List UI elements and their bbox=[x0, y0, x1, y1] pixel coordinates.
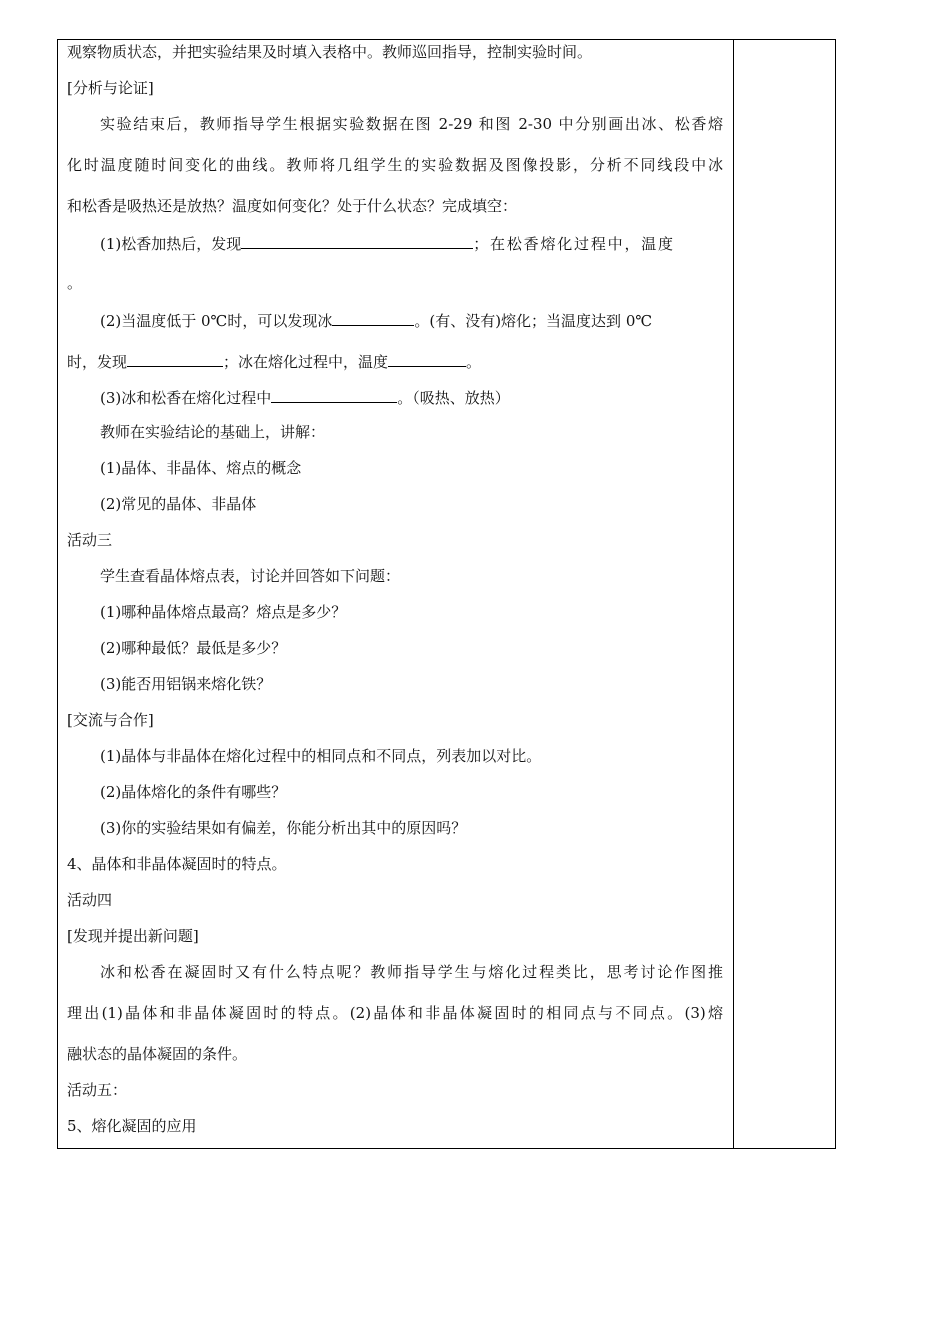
text-line: (3)你的实验结果如有偏差，你能分析出其中的原因吗？ bbox=[100, 819, 467, 837]
paragraph-line: 化时温度随时间变化的曲线。教师将几组学生的实验数据及图像投影，分析不同线段中冰 bbox=[67, 156, 723, 174]
text-line: 观察物质状态，并把实验结果及时填入表格中。教师巡回指导，控制实验时间。 bbox=[67, 43, 593, 61]
text-line: (2)晶体熔化的条件有哪些？ bbox=[100, 783, 287, 801]
column-divider bbox=[733, 39, 734, 1149]
text-line: (2)哪种最低？最低是多少？ bbox=[100, 639, 287, 657]
text-line: 学生查看晶体熔点表，讨论并回答如下问题： bbox=[100, 567, 401, 585]
question-text: ；在松香熔化过程中，温度 bbox=[473, 235, 675, 253]
fill-blank-line bbox=[67, 350, 481, 372]
question-text: (2)当温度低于 0℃时，可以发现冰 bbox=[100, 312, 333, 330]
text-line: (1)晶体与非晶体在熔化过程中的相同点和不同点，列表加以对比。 bbox=[100, 747, 542, 765]
fill-blank-line bbox=[100, 386, 510, 408]
paragraph-line: 实验结束后，教师指导学生根据实验数据在图 2-29 和图 2-30 中分别画出冰、松香熔 bbox=[100, 115, 723, 133]
question-text: (1)松香加热后，发现 bbox=[100, 235, 242, 253]
paragraph-line: 冰和松香在凝固时又有什么特点呢？教师指导学生与熔化过程类比，思考讨论作图推 bbox=[100, 963, 723, 981]
question-text: (3)冰和松香在熔化过程中 bbox=[100, 389, 272, 407]
text-line: 4、晶体和非晶体凝固时的特点。 bbox=[67, 855, 287, 873]
text-line: 。 bbox=[67, 274, 83, 292]
activity-heading: 活动四 bbox=[67, 891, 113, 909]
section-heading: [发现并提出新问题] bbox=[67, 927, 199, 945]
answer-blank bbox=[241, 232, 473, 249]
fill-blank-line bbox=[100, 232, 723, 254]
answer-blank bbox=[127, 350, 223, 367]
question-text: ；冰在熔化过程中，温度 bbox=[223, 353, 389, 371]
lesson-content-cell bbox=[57, 39, 733, 1149]
answer-blank bbox=[388, 350, 466, 367]
answer-blank bbox=[271, 386, 397, 403]
text-line: 教师在实验结论的基础上，讲解： bbox=[100, 423, 326, 441]
section-heading: [交流与合作] bbox=[67, 711, 154, 729]
text-line: (2)常见的晶体、非晶体 bbox=[100, 495, 257, 513]
paragraph-line: 融状态的晶体凝固的条件。 bbox=[67, 1045, 248, 1063]
text-line: (3)能否用铝锅来熔化铁？ bbox=[100, 675, 272, 693]
question-text: 时，发现 bbox=[67, 353, 128, 371]
text-line: (1)哪种晶体熔点最高？熔点是多少？ bbox=[100, 603, 347, 621]
answer-blank bbox=[332, 309, 414, 326]
text-line: (1)晶体、非晶体、熔点的概念 bbox=[100, 459, 302, 477]
question-text: 。(有、没有)熔化；当温度达到 0℃ bbox=[414, 312, 653, 330]
paragraph-line: 和松香是吸热还是放热？温度如何变化？处于什么状态？完成填空： bbox=[67, 197, 518, 215]
question-text: 。 bbox=[466, 353, 482, 371]
fill-blank-line bbox=[100, 309, 652, 331]
activity-heading: 活动五： bbox=[67, 1081, 128, 1099]
section-heading: [分析与论证] bbox=[67, 79, 154, 97]
text-line: 5、熔化凝固的应用 bbox=[67, 1117, 197, 1135]
paragraph-line: 理出(1)晶体和非晶体凝固时的特点。(2)晶体和非晶体凝固时的相同点与不同点。(3)熔 bbox=[67, 1004, 723, 1022]
activity-heading: 活动三 bbox=[67, 531, 113, 549]
question-text: 。（吸热、放热） bbox=[397, 389, 510, 407]
